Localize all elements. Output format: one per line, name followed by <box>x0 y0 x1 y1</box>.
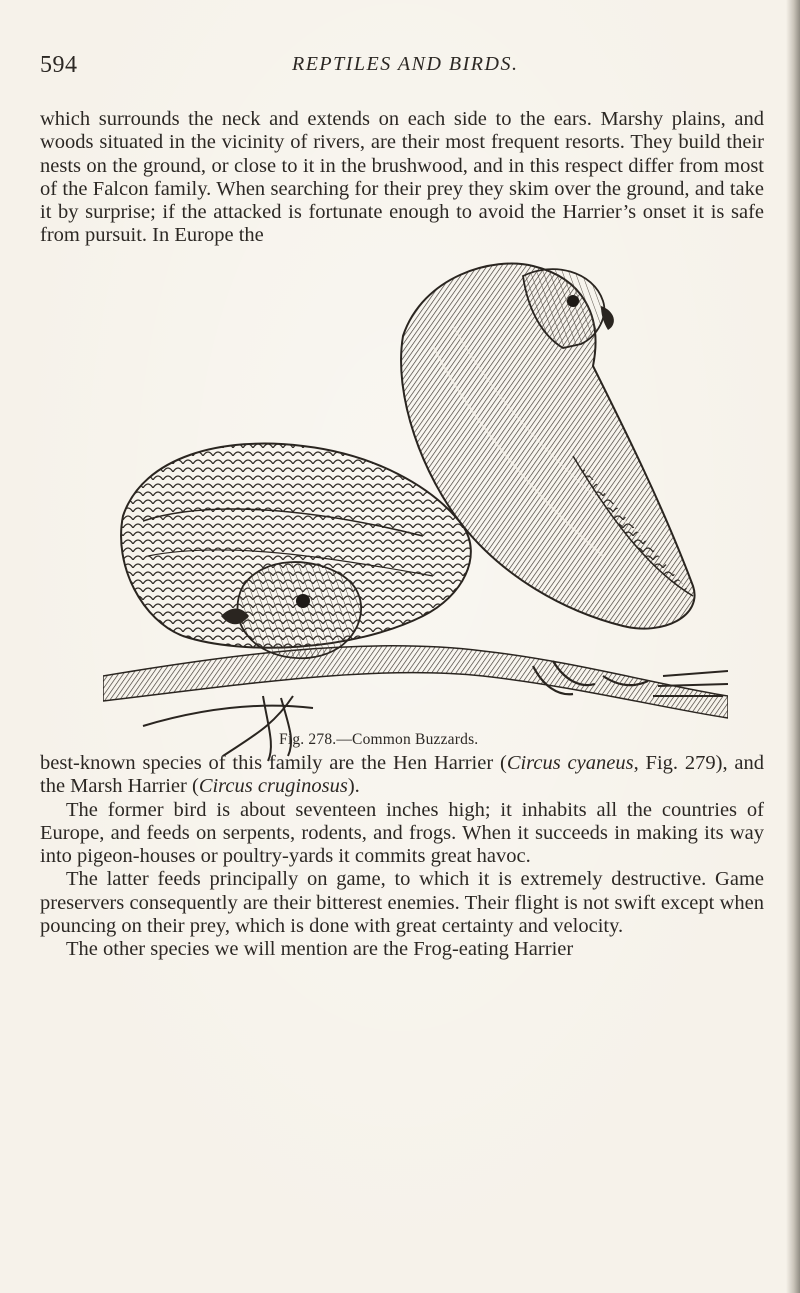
branch-shape <box>103 646 728 718</box>
page-number: 594 <box>40 52 78 78</box>
paragraph-continued: which surrounds the neck and extends on each side to the ears. Marshy plains, and woods situated in the vicinity of rivers, are their most frequent resorts. They build their nests on the ground, or close to it in the brushwood, and in this respect differ from most of the Falcon family. When searching for their prey they skim over the ground, and take it by surprise; if the attacked is fortunate enough to avoid the Harrier’s onset it is safe from pursuit. In Europe the <box>40 108 764 247</box>
body-text-top <box>40 108 764 248</box>
running-head <box>40 52 760 82</box>
paragraph-other-species: The other species we will mention are the Frog-eating Harrier <box>66 938 574 961</box>
buzzards-illustration <box>103 256 728 801</box>
paragraph-marsh-harrier: The latter feeds principally on game, to which it is extremely destructive. Game preservers consequently are their bitterest enemies. Their flight is not swift except when pouncing on their prey, which is done with great certainty and velocity. <box>40 868 764 938</box>
text-run: , Fig. 279), and the Marsh Harrier ( <box>40 752 764 798</box>
page-edge-shadow <box>786 0 800 1293</box>
latin-name-hen-harrier: Circus cyaneus <box>506 752 634 774</box>
figure-common-buzzards <box>103 256 728 811</box>
header-title: REPTILES AND BIRDS. <box>292 53 519 75</box>
text-run: ). <box>347 775 360 798</box>
paragraph-species <box>40 752 764 799</box>
figure-caption: Fig. 278.—Common Buzzards. <box>279 731 479 748</box>
body-text-bottom <box>40 752 764 962</box>
latin-name-marsh-harrier: Circus cruginosus <box>198 775 348 798</box>
paragraph-hen-harrier: The former bird is about seventeen inches high; it inhabits all the countries of Europe, and feeds on serpents, rodents, and frogs. When it succeeds in making its way into pigeon-houses or poultry-yards it commits great havoc. <box>40 798 764 868</box>
text-run: best-known species of this family are the Hen Harrier ( <box>40 752 507 774</box>
